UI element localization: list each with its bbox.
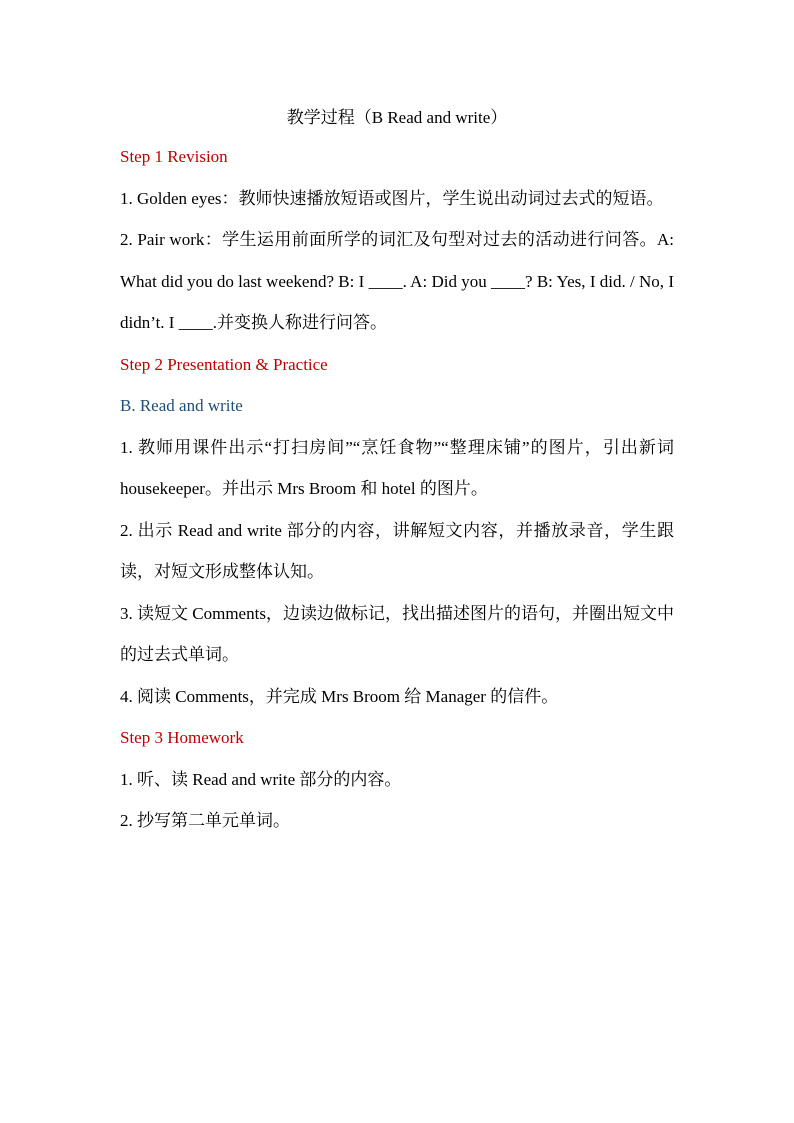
step2-subheading: B. Read and write — [120, 396, 243, 415]
step1-heading: Step 1 Revision — [120, 147, 228, 166]
step3-item-1: 1. 听、读 Read and write 部分的内容。 — [120, 769, 402, 789]
step2-item-1: 1. 教师用课件出示“打扫房间”“烹饪食物”“整理床铺”的图片，引出新词 housekeeper。并出示 Mrs Broom 和 hotel 的图片。 — [120, 437, 674, 498]
step1-item-2: 2. Pair work：学生运用前面所学的词汇及句型对过去的活动进行问答。A: What did you do last weekend? B: I ____. A: Did you ____? B: Yes, I did. / No, I didn’t. I ____.并变换人称进行问答。 — [120, 230, 674, 332]
step2-item-4: 4. 阅读 Comments，并完成 Mrs Broom 给 Manager 的信件。 — [120, 686, 559, 706]
step2-heading: Step 2 Presentation & Practice — [120, 354, 328, 374]
step3-heading: Step 3 Homework — [120, 728, 244, 747]
step2-item-2: 2. 出示 Read and write 部分的内容，讲解短文内容，并播放录音，学生跟读，对短文形成整体认知。 — [120, 520, 674, 581]
lesson-plan-body — [120, 100, 674, 842]
document-title: 教学过程（B Read and write） — [286, 108, 508, 127]
step1-item-1: 1. Golden eyes：教师快速播放短语或图片，学生说出动词过去式的短语。 — [120, 188, 664, 208]
step3-item-2: 2. 抄写第二单元单词。 — [120, 811, 290, 830]
step2-item-3: 3. 读短文 Comments，边读边做标记，找出描述图片的语句，并圈出短文中的过去式单词。 — [120, 603, 674, 664]
